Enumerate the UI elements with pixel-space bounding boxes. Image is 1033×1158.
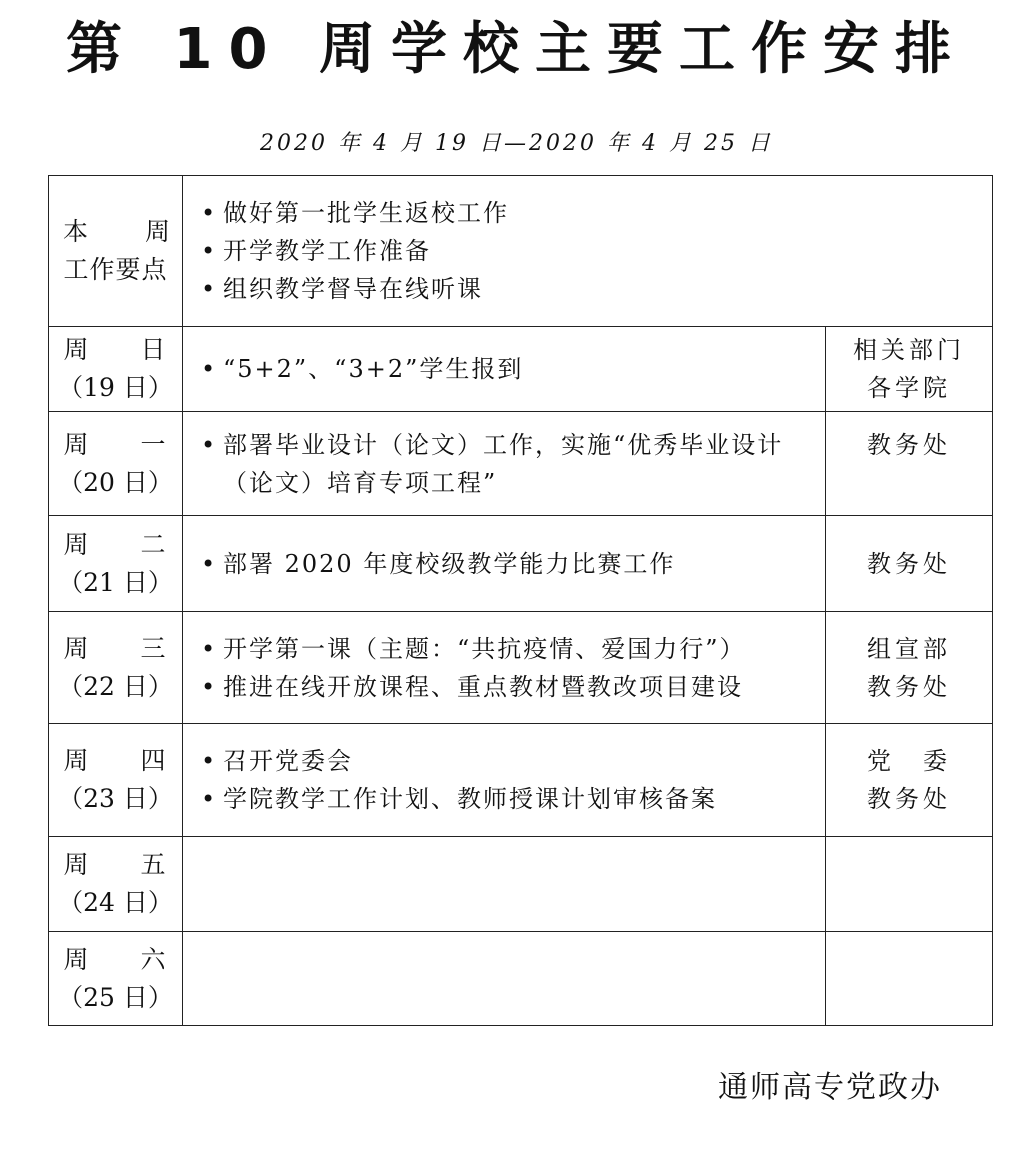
list-item: • 开学第一课（主题：“共抗疫情、爱国力行”） <box>201 630 825 668</box>
tasks-cell <box>183 412 826 516</box>
day-date: （22 日） <box>58 671 173 701</box>
day-cell <box>49 412 183 516</box>
list-item: • 组织教学督导在线听课 <box>201 270 992 308</box>
day-date: （21 日） <box>58 567 173 597</box>
key-points-label <box>49 176 183 327</box>
day-date: （24 日） <box>58 888 173 917</box>
day-cell <box>49 516 183 612</box>
tasks-cell <box>183 612 826 724</box>
day-prefix: 周 <box>63 633 91 663</box>
day-prefix: 周 <box>63 429 91 459</box>
key-points-label-line2: 工作要点 <box>63 255 168 284</box>
day-suffix: 一 <box>140 429 168 459</box>
key-points-label-part2: 周 <box>144 217 170 246</box>
dept-cell <box>826 932 993 1026</box>
page-title: 第 10 周学校主要工作安排 <box>66 17 967 82</box>
tasks-cell <box>183 932 826 1026</box>
day-date: （19 日） <box>58 373 173 402</box>
dept-cell <box>826 516 993 612</box>
list-item: • 部署毕业设计（论文）工作，实施“优秀毕业设计（论文）培育专项工程” <box>201 426 825 502</box>
day-prefix: 周 <box>63 335 91 364</box>
issuing-office: 通师高专党政办 <box>718 1070 942 1105</box>
tasks-cell <box>183 837 826 932</box>
day-suffix: 四 <box>140 746 168 775</box>
tasks-cell <box>183 724 826 837</box>
table-row <box>49 837 993 932</box>
table-row <box>49 516 993 612</box>
bullet-icon: • <box>201 785 218 813</box>
day-prefix: 周 <box>63 529 91 559</box>
day-cell <box>49 932 183 1026</box>
tasks-cell <box>183 516 826 612</box>
day-date: （20 日） <box>58 467 173 497</box>
day-suffix: 日 <box>140 335 168 364</box>
bullet-icon: • <box>201 355 218 383</box>
table-row <box>49 327 993 412</box>
list-item: • “5+2”、“3+2”学生报到 <box>201 350 825 388</box>
table-row <box>49 932 993 1026</box>
dept-name: 教务处 <box>867 672 951 701</box>
table-row <box>49 612 993 724</box>
list-item: • 推进在线开放课程、重点教材暨教改项目建设 <box>201 668 825 706</box>
date-range: 2020 年 4 月 19 日—2020 年 4 月 25 日 <box>260 131 773 156</box>
list-item: • 开学教学工作准备 <box>201 232 992 270</box>
dept-name: 教务处 <box>867 785 951 813</box>
dept-cell <box>826 837 993 932</box>
day-prefix: 周 <box>63 944 91 974</box>
key-points-items <box>183 176 993 327</box>
day-suffix: 二 <box>140 529 168 559</box>
tasks-cell <box>183 327 826 412</box>
bullet-icon: • <box>201 275 218 303</box>
key-points-row <box>49 176 993 327</box>
list-item: • 学院教学工作计划、教师授课计划审核备案 <box>201 780 825 818</box>
day-cell <box>49 724 183 837</box>
dept-name: 党 委 <box>867 747 951 775</box>
day-suffix: 三 <box>140 633 168 663</box>
dept-name: 教务处 <box>867 549 951 578</box>
bullet-icon: • <box>201 747 218 775</box>
day-cell <box>49 327 183 412</box>
bullet-icon: • <box>201 199 218 227</box>
dept-name: 各学院 <box>867 374 951 402</box>
bullet-icon: • <box>201 634 218 663</box>
day-prefix: 周 <box>63 850 91 879</box>
bullet-icon: • <box>201 672 218 701</box>
day-suffix: 五 <box>140 850 168 879</box>
dept-cell <box>826 412 993 516</box>
list-item: • 做好第一批学生返校工作 <box>201 194 992 232</box>
list-item: • 召开党委会 <box>201 742 825 780</box>
day-cell <box>49 612 183 724</box>
dept-cell <box>826 724 993 837</box>
day-suffix: 六 <box>140 944 168 974</box>
table-row <box>49 412 993 516</box>
list-item: • 部署 2020 年度校级教学能力比赛工作 <box>201 545 825 583</box>
dept-name: 教务处 <box>867 431 951 459</box>
bullet-icon: • <box>201 237 218 265</box>
dept-name: 组宣部 <box>867 634 951 663</box>
bullet-icon: • <box>201 549 218 578</box>
schedule-table <box>48 175 993 1026</box>
day-date: （25 日） <box>58 982 173 1012</box>
key-points-label-part1: 本 <box>63 217 89 246</box>
dept-cell <box>826 612 993 724</box>
day-prefix: 周 <box>63 746 91 775</box>
table-row <box>49 724 993 837</box>
dept-name: 相关部门 <box>853 336 965 364</box>
dept-cell <box>826 327 993 412</box>
day-date: （23 日） <box>58 784 173 813</box>
day-cell <box>49 837 183 932</box>
bullet-icon: • <box>201 430 218 459</box>
